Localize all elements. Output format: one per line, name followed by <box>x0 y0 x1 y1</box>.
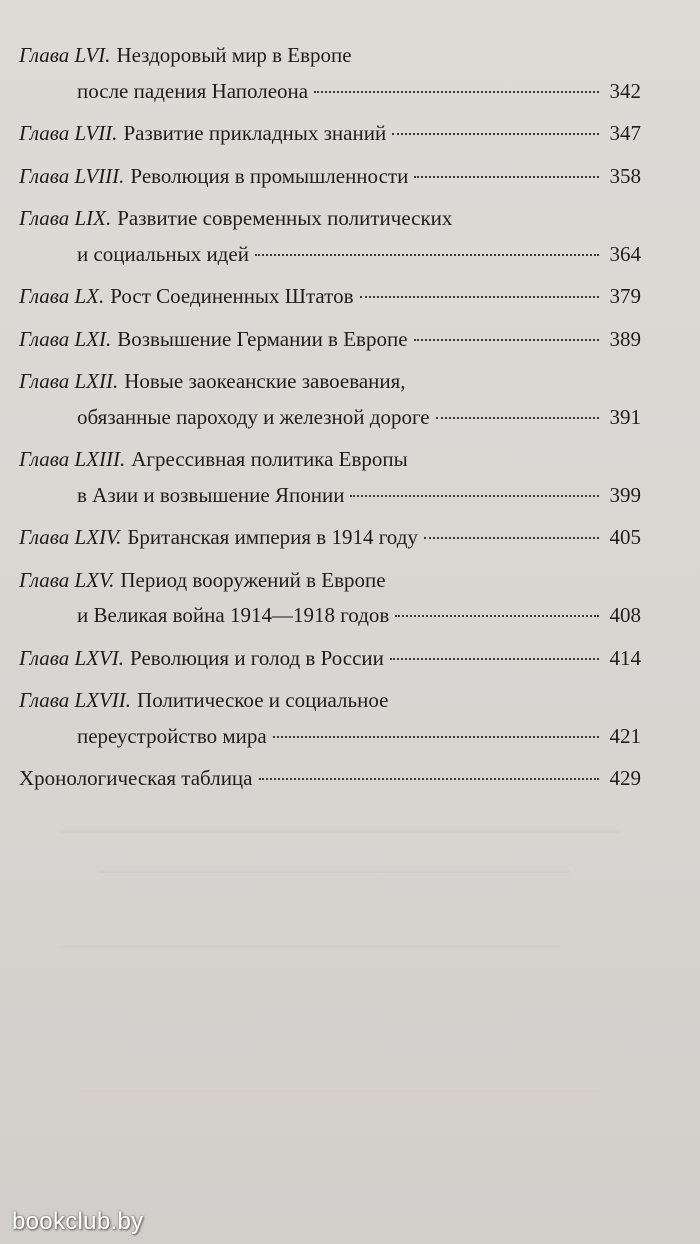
dot-leader <box>350 494 599 497</box>
toc-line <box>19 279 641 315</box>
chapter-title: Политическое и социальное <box>137 688 389 712</box>
page-number: 342 <box>609 78 641 103</box>
dot-leader <box>395 614 599 617</box>
chapter-title: Хронологическая таблица <box>19 766 253 790</box>
page-number: 347 <box>609 121 641 145</box>
table-of-contents <box>19 38 641 804</box>
page-number: 421 <box>609 723 641 748</box>
toc-line <box>19 598 641 634</box>
chapter-title: в Азии и возвышение Японии <box>77 482 345 507</box>
chapter-title: Британская империя в 1914 году <box>127 525 418 549</box>
page-number: 429 <box>609 766 641 790</box>
page-number: 408 <box>609 603 641 627</box>
toc-line <box>19 116 641 152</box>
chapter-number: Глава LXV. <box>19 567 115 592</box>
chapter-number: Глава LXVII. <box>19 688 132 712</box>
dot-leader <box>360 295 600 298</box>
chapter-title: Возвышение Германии в Европе <box>117 326 408 351</box>
toc-line <box>19 442 641 478</box>
chapter-title: Нездоровый мир в Европе <box>116 43 352 67</box>
chapter-number: Глава LX. <box>19 284 105 308</box>
toc-entry <box>19 159 641 195</box>
page-number: 405 <box>609 525 641 549</box>
page-number: 358 <box>609 163 641 188</box>
dot-leader <box>255 253 599 256</box>
dot-leader <box>414 175 599 178</box>
page-number: 414 <box>609 645 641 670</box>
chapter-title: переустройство мира <box>77 723 267 748</box>
chapter-title: Революция и голод в России <box>130 645 384 670</box>
page-number: 379 <box>609 284 641 308</box>
bleed-through-line <box>60 945 560 948</box>
toc-line <box>19 478 641 514</box>
bleed-through-line <box>60 830 620 833</box>
bleed-through-line <box>80 1090 600 1093</box>
toc-line <box>19 641 641 677</box>
chapter-title: и Великая война 1914—1918 годов <box>77 603 390 627</box>
toc-line <box>19 38 641 74</box>
dot-leader <box>259 777 600 780</box>
page-number: 364 <box>609 241 641 266</box>
chapter-title: и социальных идей <box>77 241 249 266</box>
chapter-title: Развитие прикладных знаний <box>123 121 387 145</box>
toc-line <box>19 159 641 195</box>
toc-line <box>19 520 641 556</box>
toc-line <box>19 761 641 797</box>
page-number: 399 <box>609 482 641 507</box>
toc-entry <box>19 641 641 677</box>
toc-entry <box>19 322 641 358</box>
dot-leader <box>436 416 599 419</box>
chapter-number: Глава LVII. <box>19 121 118 145</box>
chapter-number: Глава LXI. <box>19 326 112 351</box>
chapter-number: Глава LVIII. <box>19 163 125 188</box>
dot-leader <box>314 90 599 93</box>
toc-entry <box>19 761 641 797</box>
chapter-title: Революция в промышленности <box>130 163 409 188</box>
toc-entry <box>19 683 641 754</box>
toc-entry <box>19 116 641 152</box>
bleed-through-line <box>100 870 570 873</box>
toc-line <box>19 400 641 436</box>
toc-line <box>19 322 641 358</box>
chapter-number: Глава LIX. <box>19 206 112 230</box>
chapter-number: Глава LXII. <box>19 369 119 393</box>
toc-line <box>19 563 641 599</box>
toc-line <box>19 683 641 719</box>
chapter-title: Развитие современных политических <box>117 206 453 230</box>
dot-leader <box>392 132 599 135</box>
page-number: 389 <box>609 326 641 351</box>
chapter-number: Глава LXVI. <box>19 645 125 670</box>
chapter-title: Период вооружений в Европе <box>120 567 386 592</box>
dot-leader <box>414 338 599 341</box>
toc-line <box>19 719 641 755</box>
chapter-title: Агрессивная политика Европы <box>131 447 408 471</box>
chapter-number: Глава LXIV. <box>19 525 122 549</box>
toc-entry <box>19 279 641 315</box>
chapter-number: Глава LVI. <box>19 43 111 67</box>
chapter-title: после падения Наполеона <box>77 78 309 103</box>
toc-line <box>19 201 641 237</box>
dot-leader <box>390 657 599 660</box>
dot-leader <box>424 536 599 539</box>
chapter-title: обязанные пароходу и железной дороге <box>77 404 430 429</box>
toc-line <box>19 237 641 273</box>
toc-entry <box>19 201 641 272</box>
watermark: bookclub.by <box>12 1208 144 1235</box>
dot-leader <box>273 735 599 738</box>
page-number: 391 <box>609 404 641 429</box>
chapter-number: Глава LXIII. <box>19 447 126 471</box>
chapter-title: Новые заокеанские завоевания, <box>124 369 406 393</box>
chapter-title: Рост Соединенных Штатов <box>110 284 354 308</box>
toc-entry <box>19 38 641 109</box>
toc-entry <box>19 563 641 634</box>
toc-entry <box>19 442 641 513</box>
toc-entry <box>19 364 641 435</box>
toc-line <box>19 364 641 400</box>
toc-line <box>19 74 641 110</box>
toc-entry <box>19 520 641 556</box>
